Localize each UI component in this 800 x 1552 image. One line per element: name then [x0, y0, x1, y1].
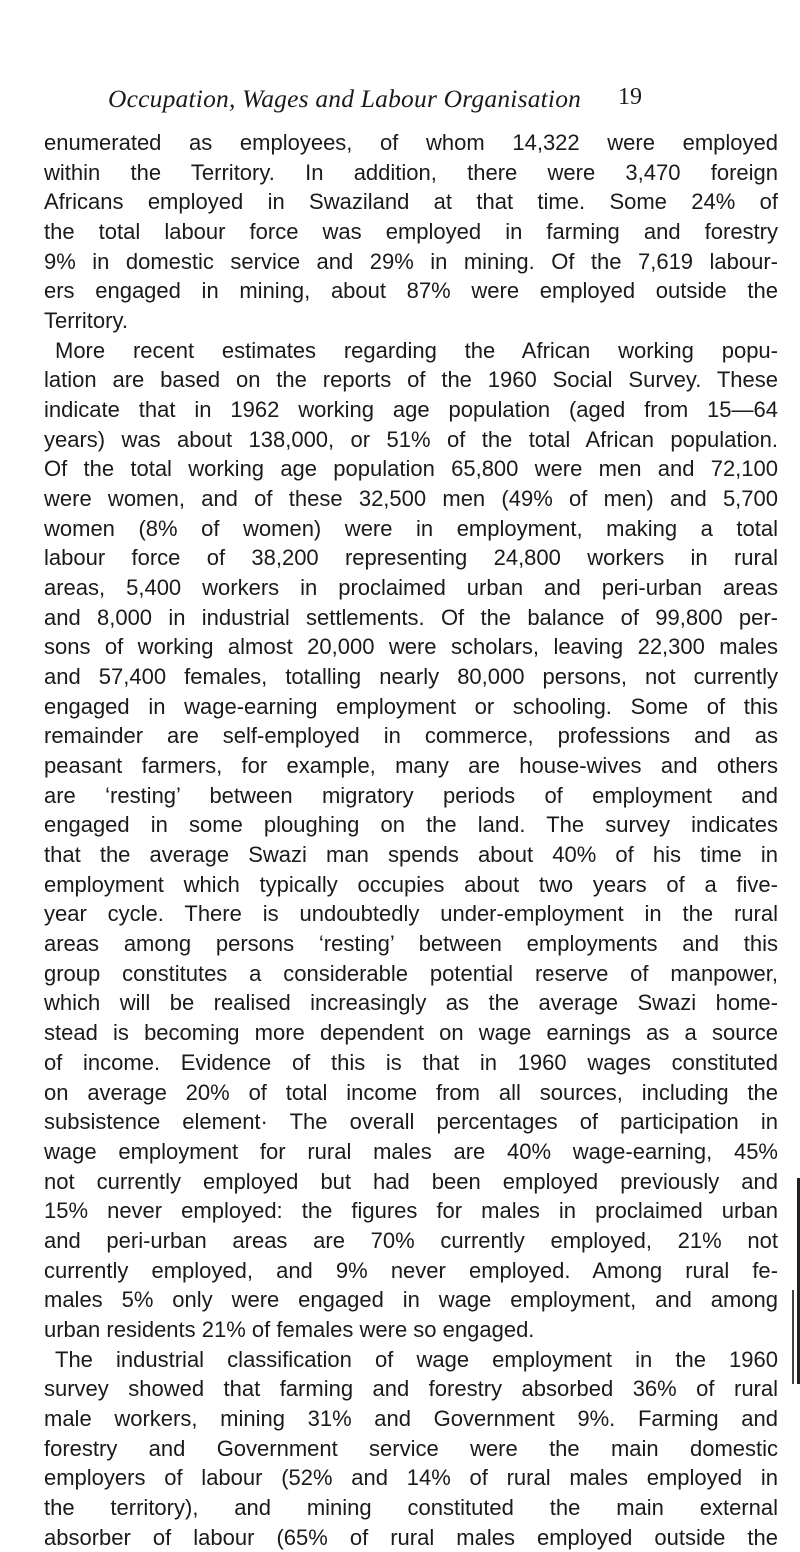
scan-edge-mark [792, 1290, 794, 1384]
text-line: The industrial classification of wage employment in the 1960 [55, 1346, 778, 1372]
text-line: indicate that in 1962 working age population (aged from 15—64 [44, 397, 778, 423]
text-line: lation are based on the reports of the 1960 Social Survey. These [44, 367, 778, 393]
text-line: survey showed that farming and forestry absorbed 36% of rural [44, 1376, 778, 1402]
text-line: within the Territory. In addition, there were 3,470 foreign [44, 159, 778, 185]
text-line: males 5% only were engaged in wage employment, and among [44, 1287, 778, 1313]
text-line: year cycle. There is undoubtedly under-employment in the rural [44, 901, 778, 927]
text-line: areas, 5,400 workers in proclaimed urban and peri-urban areas [44, 575, 778, 601]
text-line: urban residents 21% of females were so engaged. [44, 1316, 535, 1342]
text-line: wage employment for rural males are 40% wage-earning, 45% [44, 1138, 778, 1164]
text-line: years) was about 138,000, or 51% of the total African population. [44, 426, 778, 452]
page-number: 19 [618, 84, 642, 110]
text-line: employers of labour (52% and 14% of rural males employed in [44, 1465, 778, 1491]
text-line: of income. Evidence of this is that in 1960 wages constituted [44, 1049, 778, 1075]
text-line: were women, and of these 32,500 men (49% of men) and 5,700 [44, 486, 778, 512]
text-line: the total labour force was employed in farming and forestry [44, 219, 778, 245]
text-line: and peri-urban areas are 70% currently employed, 21% not [44, 1227, 778, 1253]
text-line: and 57,400 females, totalling nearly 80,000 persons, not currently [44, 664, 778, 690]
running-title: Occupation, Wages and Labour Organisation [108, 84, 582, 113]
text-line: that the average Swazi man spends about 40% of his time in [44, 842, 778, 868]
text-line: ers engaged in mining, about 87% were employed outside the [44, 278, 778, 304]
text-line: absorber of labour (65% of rural males employed outside the [44, 1524, 778, 1550]
text-line: and 8,000 in industrial settlements. Of the balance of 99,800 per- [44, 604, 778, 630]
text-line: forestry and Government service were the main domestic [44, 1435, 778, 1461]
text-line: Of the total working age population 65,800 were men and 72,100 [44, 456, 778, 482]
text-line: Africans employed in Swaziland at that time. Some 24% of [44, 189, 778, 215]
text-line: More recent estimates regarding the African working popu- [55, 337, 778, 363]
text-line: engaged in wage-earning employment or schooling. Some of this [44, 693, 778, 719]
text-line: 9% in domestic service and 29% in mining. Of the 7,619 labour- [44, 248, 778, 274]
text-line: enumerated as employees, of whom 14,322 were employed [44, 130, 778, 155]
text-line: not currently employed but had been employed previously and [44, 1168, 778, 1194]
text-line: peasant farmers, for example, many are house-wives and others [44, 753, 778, 779]
text-line: group constitutes a considerable potential reserve of manpower, [44, 960, 778, 986]
text-line: women (8% of women) were in employment, making a total [44, 515, 778, 541]
text-line: stead is becoming more dependent on wage earnings as a source [44, 1020, 778, 1046]
body-text [44, 128, 778, 1552]
text-line: male workers, mining 31% and Government 9%. Farming and [44, 1405, 778, 1431]
text-line: areas among persons ‘resting’ between employments and this [44, 931, 778, 957]
text-line: employment which typically occupies about two years of a five- [44, 871, 778, 897]
text-line: currently employed, and 9% never employed. Among rural fe- [44, 1257, 778, 1283]
text-line: labour force of 38,200 representing 24,800 workers in rural [44, 545, 778, 571]
text-line: sons of working almost 20,000 were scholars, leaving 22,300 males [44, 634, 778, 660]
text-line: engaged in some ploughing on the land. The survey indicates [44, 812, 778, 838]
text-line: are ‘resting’ between migratory periods of employment and [44, 782, 778, 808]
text-line: remainder are self-employed in commerce, professions and as [44, 723, 778, 749]
text-line: Territory. [44, 308, 128, 334]
text-line: which will be realised increasingly as the average Swazi home- [44, 990, 778, 1016]
text-line: 15% never employed: the figures for males in proclaimed urban [44, 1198, 778, 1224]
running-header [0, 84, 800, 120]
text-line: the territory), and mining constituted the main external [44, 1494, 778, 1520]
text-line: subsistence element· The overall percentages of participation in [44, 1109, 778, 1135]
text-line: on average 20% of total income from all sources, including the [44, 1079, 778, 1105]
